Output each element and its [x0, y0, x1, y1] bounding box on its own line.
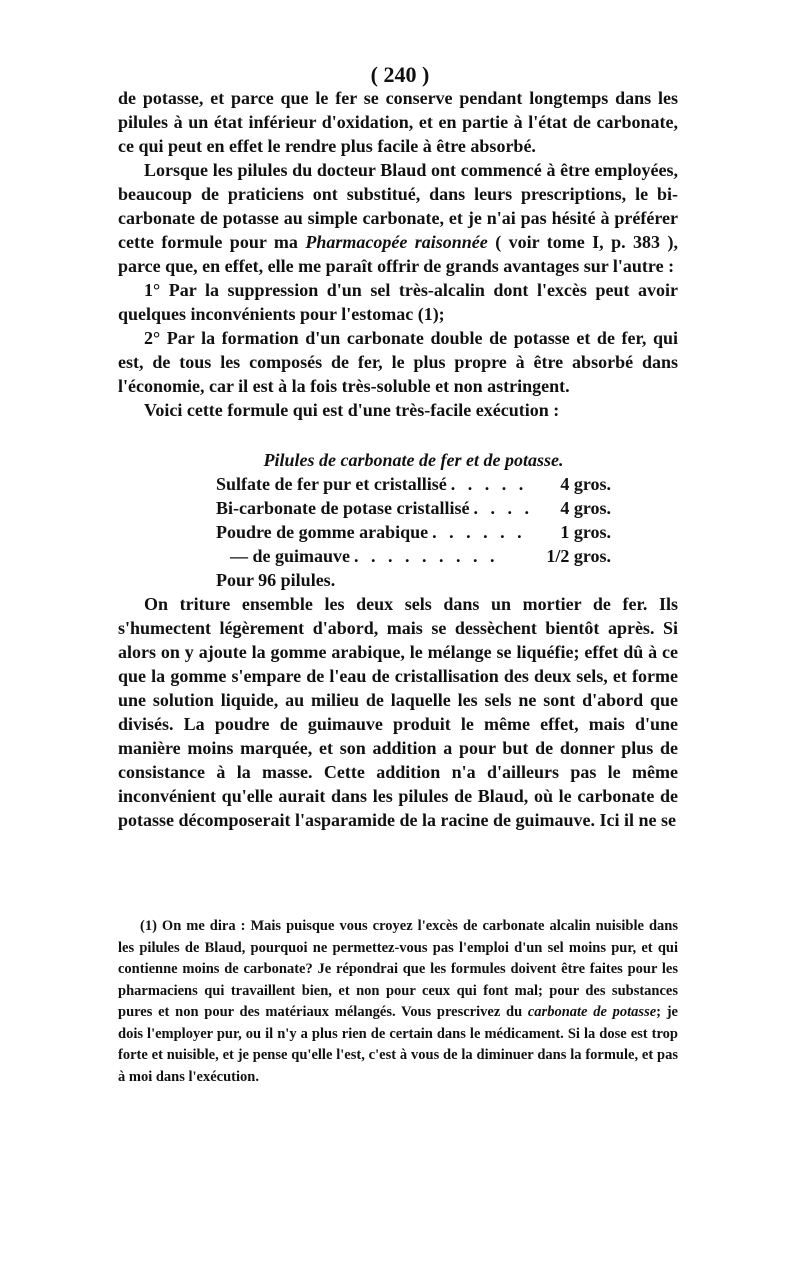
paragraph-2-part-b: ( voir tome I, p. 383 ), parce que, en effet, elle me paraît offrir de grands avantages sur l'autre :	[118, 232, 678, 276]
recipe-quantity: 4 gros.	[560, 474, 611, 494]
paragraph-5: Voici cette formule qui est d'une très-facile exécution :	[144, 400, 560, 420]
recipe-yield: Pour 96 pilules.	[216, 570, 336, 590]
paragraph-1: de potasse, et parce que le fer se conserve pendant longtemps dans les pilules à un état inférieur d'oxidation, et en partie à l'état de carbonate, ce qui peut en effet le rendre plus facile à être absorbé.	[118, 88, 678, 156]
recipe-quantity: 1/2 gros.	[546, 546, 611, 566]
recipe-leader-dots: . . . . . .	[432, 522, 526, 542]
recipe-row	[216, 496, 611, 520]
paragraph-2	[118, 158, 678, 278]
recipe-row	[216, 472, 611, 496]
footnote	[118, 916, 678, 1088]
paragraph-6: On triture ensemble les deux sels dans un mortier de fer. Ils s'humectent légèrement d'abord, mais se dessèchent bientôt après. Si alors on y ajoute la gomme arabique, le mélange se liquéfie; effet dû à ce que la gomme s'empare de l'eau de cristallisation des deux sels, et forme une solution liquide, au milieu de laquelle les sels ne sont d'abord que divisés. La poudre de guimauve produit le même effet, mais d'une manière moins marquée, et son addition a pour but de donner plus de consistance à la masse. Cette addition n'a d'ailleurs pas le même inconvénient qu'elle aurait dans les pilules de Blaud, où le carbonate de potasse décomposerait l'asparamide de la racine de guimauve. Ici il ne se	[118, 594, 678, 830]
page-number: ( 240 )	[370, 62, 430, 87]
pharmacopee-title: Pharmacopée raisonnée	[305, 232, 488, 252]
recipe-row	[216, 520, 611, 544]
paragraph-4: 2° Par la formation d'un carbonate double de potasse et de fer, qui est, de tous les composés de fer, le plus propre à être absorbé dans l'économie, car il est à la fois très-soluble et non astringent.	[118, 328, 678, 396]
recipe-row	[216, 544, 611, 568]
recipe-ingredient: Bi-carbonate de potase cristallisé	[216, 498, 470, 518]
recipe-leader-dots: . . . . .	[450, 474, 528, 494]
main-text	[118, 86, 678, 832]
recipe-block	[216, 448, 611, 592]
paragraph-2-part-a: Lorsque les pilules du docteur Blaud ont commencé à être employées, beaucoup de praticiens ont substitué, dans leurs prescriptions, le bi-carbonate de potasse au simple carbonate, et je n'ai pas hésité à préférer cette formule pour ma	[118, 160, 678, 252]
recipe-title: Pilules de carbonate de fer et de potasse.	[263, 450, 564, 470]
recipe-quantity: 1 gros.	[560, 522, 611, 542]
recipe-quantity: 4 gros.	[560, 498, 611, 518]
footnote-part-a: (1) On me dira : Mais puisque vous croyez l'excès de carbonate alcalin nuisible dans les pilules de Blaud, pourquoi ne permettez-vous pas l'emploi d'un sel moins pur, et qui contienne moins de carbonate? Je répondrai que les formules doivent être faites pour les pharmaciens qui travaillent bien, et non pour ceux qui font mal; pour des substances pures et non pour des matériaux mélangés. Vous prescrivez du	[118, 918, 678, 1020]
recipe-leader-dots: . . . . . . . . .	[354, 546, 499, 566]
recipe-leader-dots: . . . .	[473, 498, 533, 518]
footnote-1	[118, 916, 678, 1088]
footnote-emphasis: carbonate de potasse	[527, 1004, 657, 1020]
paragraph-3: 1° Par la suppression d'un sel très-alcalin dont l'excès peut avoir quelques inconvénients pour l'estomac (1);	[118, 280, 678, 324]
recipe-ingredient: Poudre de gomme arabique	[216, 522, 429, 542]
recipe-ingredient: — de guimauve	[230, 546, 351, 566]
footnote-part-b: ; je dois l'employer pur, ou il n'y a plus rien de certain dans le médicament. Si la dose est trop forte et nuisible, et je pense qu'elle l'est, c'est à vous de la diminuer dans la formule, et pas à moi dans l'exécution.	[118, 1004, 678, 1085]
recipe-ingredient: Sulfate de fer pur et cristallisé	[216, 474, 447, 494]
